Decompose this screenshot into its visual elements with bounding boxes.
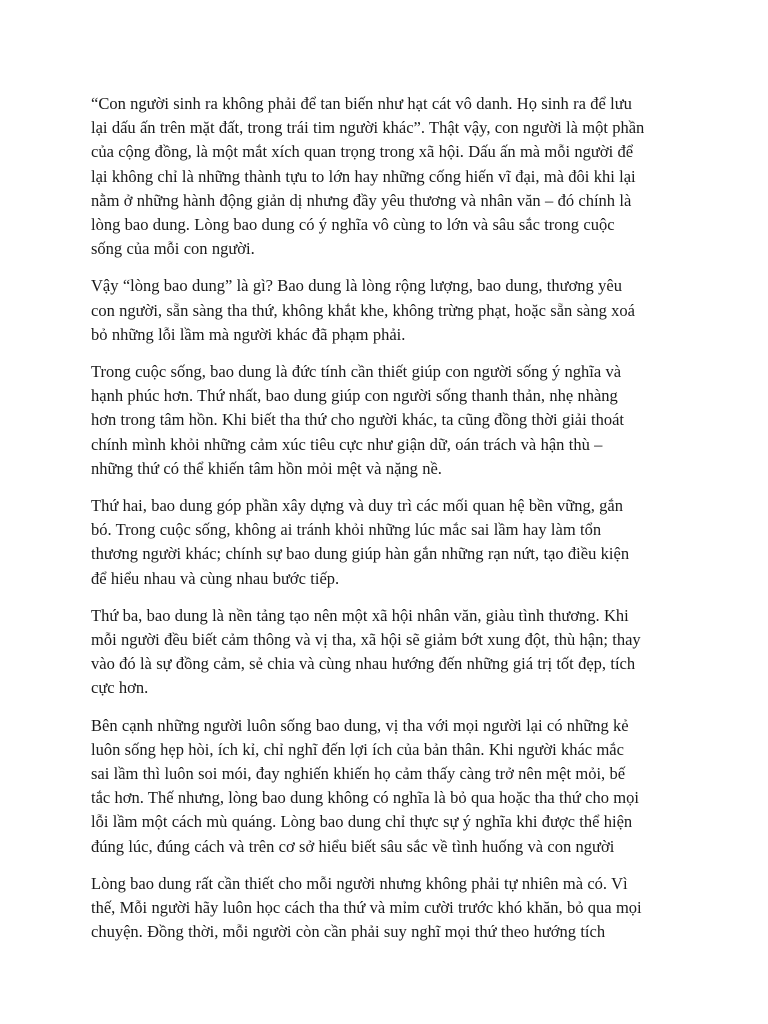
- paragraph-third-benefit: Thứ ba, bao dung là nền tảng tạo nên một xã hội nhân văn, giàu tình thương. Khi mỗi người đều biết cảm thông và vị tha, xã hội sẽ giảm bớt xung đột, thù hận; thay vào đó là sự đồng cảm, sẻ chia và cùng nhau hướng đến những giá trị tốt đẹp, tích cực hơn.: [91, 605, 641, 698]
- paragraph-second-benefit: Thứ hai, bao dung góp phần xây dựng và duy trì các mối quan hệ bền vững, gắn bó. Trong cuộc sống, không ai tránh khỏi những lúc mắc sai lầm hay làm tổn thương người khác; chính sự bao dung giúp hàn gắn những rạn nứt, tạo điều kiện để hiểu nhau và cùng nhau bước tiếp.: [91, 496, 630, 588]
- paragraph-first-benefit: Trong cuộc sống, bao dung là đức tính cần thiết giúp con người sống ý nghĩa và hạnh phúc hơn. Thứ nhất, bao dung giúp con người sống thanh thản, nhẹ nhàng hơn trong tâm hồn. Khi biết tha thứ cho người khác, ta cũng đồng thời giải thoát chính mình khỏi những cảm xúc tiêu cực như giận dữ, oán trách và hận thù – những thứ có thể khiến tâm hồn mỏi mệt và nặng nề.: [91, 362, 625, 478]
- paragraph-definition: Vậy “lòng bao dung” là gì? Bao dung là lòng rộng lượng, bao dung, thương yêu con người, sẵn sàng tha thứ, không khắt khe, không trừng phạt, hoặc sẵn sàng xoá bỏ những lỗi lầm mà người khác đã phạm phải.: [91, 276, 635, 344]
- paragraph-counterpoint: Bên cạnh những người luôn sống bao dung, vị tha với mọi người lại có những kẻ luôn sống hẹp hòi, ích kỉ, chỉ nghĩ đến lợi ích của bản thân. Khi người khác mắc sai lầm thì luôn soi mói, đay nghiến khiến họ cảm thấy càng trở nên mệt mỏi, bế tắc hơn. Thế nhưng, lòng bao dung không có nghĩa là bỏ qua hoặc tha thứ cho mọi lỗi lầm một cách mù quáng. Lòng bao dung chỉ thực sự ý nghĩa khi được thể hiện đúng lúc, đúng cách và trên cơ sở hiểu biết sâu sắc về tình huống và con người: [91, 715, 639, 856]
- paragraph-conclusion: Lòng bao dung rất cần thiết cho mỗi người nhưng không phải tự nhiên mà có. Vì thế, Mỗi người hãy luôn học cách tha thứ và mỉm cười trước khó khăn, bỏ qua mọi chuyện. Đồng thời, mỗi người còn cần phải suy nghĩ mọi thứ theo hướng tích: [91, 873, 642, 942]
- paragraph-intro: “Con người sinh ra không phải để tan biến như hạt cát vô danh. Họ sinh ra để lưu lại dấu ấn trên mặt đất, trong trái tim người khác”. Thật vậy, con người là một phần của cộng đồng, là một mắt xích quan trọng trong xã hội. Dấu ấn mà mỗi người để lại không chỉ là những thành tựu to lớn hay những cống hiến vĩ đại, mà đôi khi lại nằm ở những hành động giản dị nhưng đầy yêu thương và nhân văn – đó chính là lòng bao dung. Lòng bao dung có ý nghĩa vô cùng to lớn và sâu sắc trong cuộc sống của mỗi con người.: [91, 94, 645, 259]
